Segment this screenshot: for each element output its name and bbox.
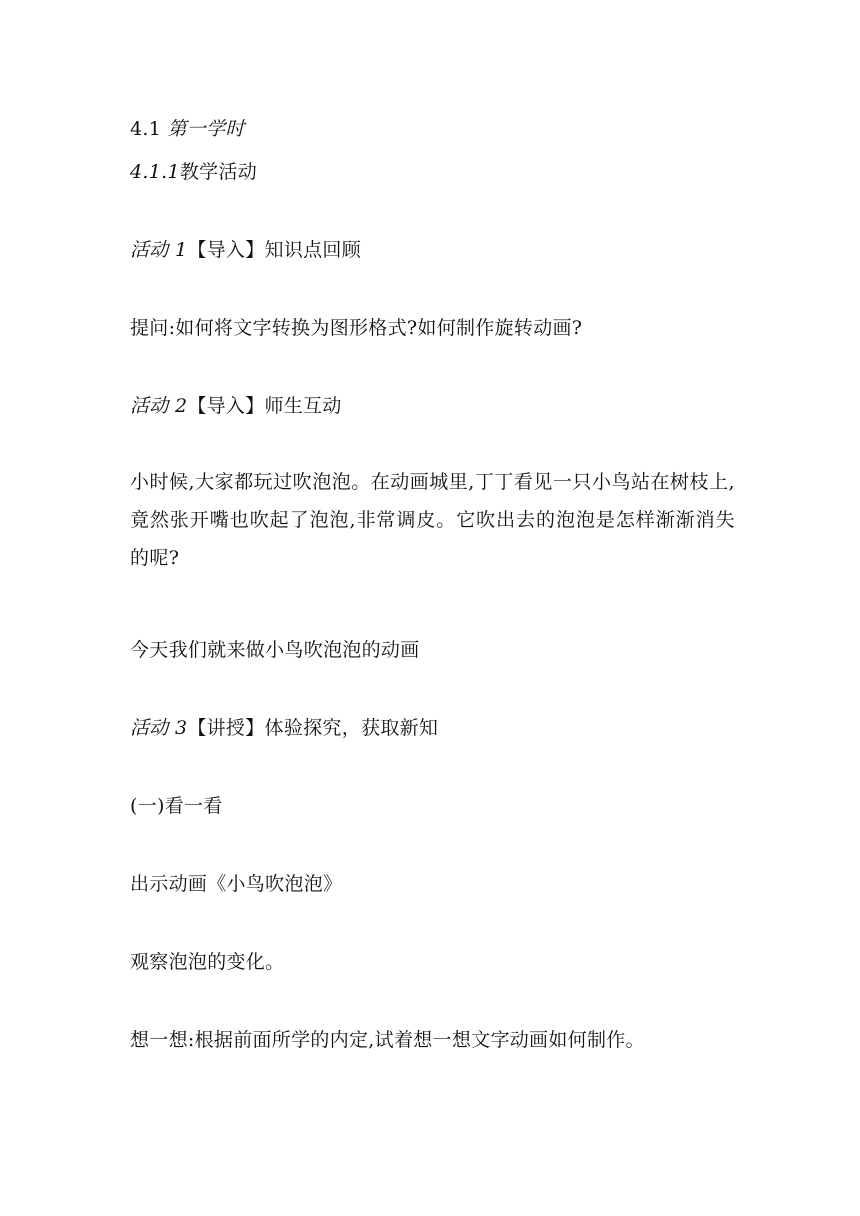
activity-3-title: 体验探究，获取新知 [264, 717, 439, 739]
section-title: 第一学时 [167, 118, 245, 140]
activity-3-heading [130, 716, 438, 740]
question-text: 提问:如何将文字转换为图形格式?如何制作旋转动画? [130, 317, 583, 339]
subsection-title: 教学活动 [179, 161, 258, 183]
activity-2-heading [130, 394, 342, 418]
activity-3-tag: 【讲授】 [187, 717, 265, 739]
activity-2-label: 活动 2 [130, 395, 188, 417]
show-animation-text: 出示动画《小鸟吹泡泡》 [130, 873, 343, 895]
subsection-number: 4.1.1 [130, 161, 180, 183]
think-text: 想一想:根据前面所学的内定,试着想一想文字动画如何制作。 [130, 1029, 645, 1051]
subsection-heading [130, 160, 257, 184]
observe-text: 观察泡泡的变化。 [130, 951, 285, 973]
activity-2-title: 师生互动 [264, 395, 342, 417]
activity-3-label: 活动 3 [130, 717, 188, 739]
story-paragraph: 小时候,大家都玩过吹泡泡。在动画城里,丁丁看见一只小鸟站在树枝上,竟然张开嘴也吹起了泡泡,非常调皮。它吹出去的泡泡是怎样渐渐消失的呢? [130, 471, 735, 569]
activity-2-tag: 【导入】 [187, 395, 265, 417]
section-heading [130, 117, 245, 141]
activity-1-tag: 【导入】 [187, 239, 265, 261]
activity-1-title: 知识点回顾 [264, 239, 362, 261]
today-text: 今天我们就来做小鸟吹泡泡的动画 [130, 639, 420, 661]
activity-1-heading [130, 238, 361, 262]
step-1-text: (一)看一看 [130, 795, 223, 817]
section-number: 4.1 [130, 118, 162, 140]
activity-1-label: 活动 1 [130, 239, 188, 261]
